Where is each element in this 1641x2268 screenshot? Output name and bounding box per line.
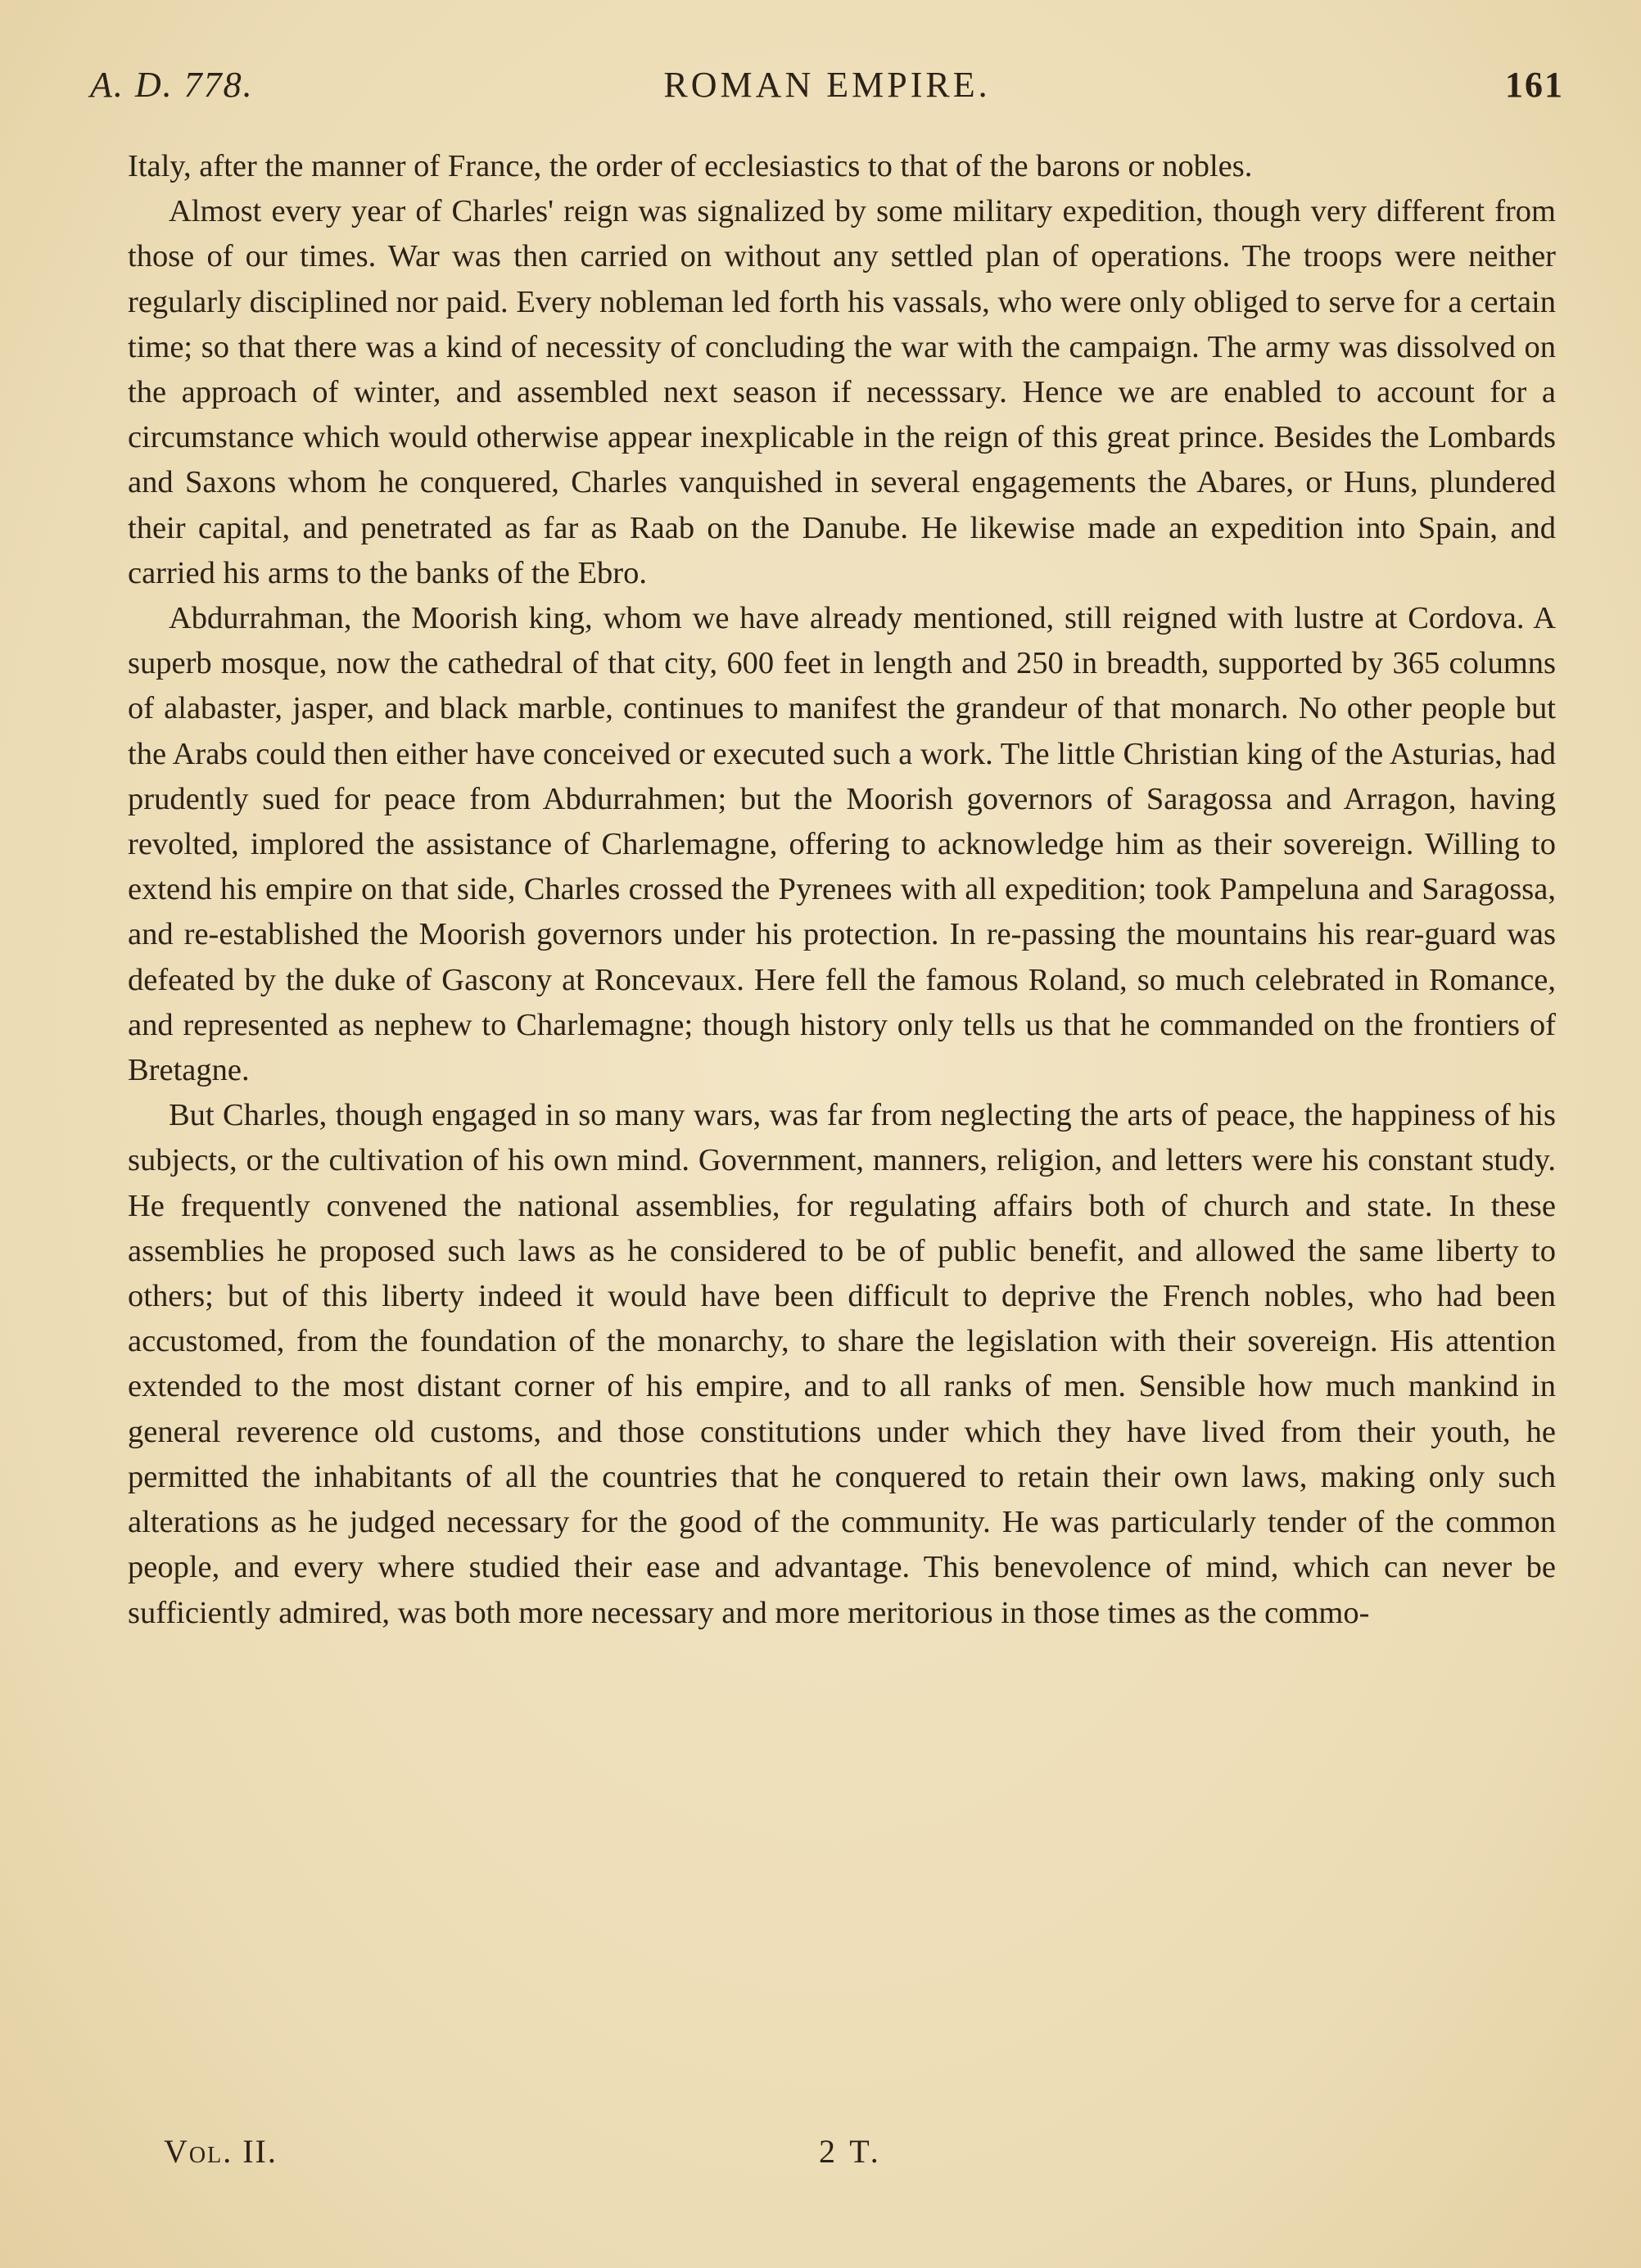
page-number: 161	[1505, 65, 1564, 105]
running-header	[90, 64, 1564, 113]
volume-label: Vol. II.	[164, 2133, 278, 2170]
header-title: ROMAN EMPIRE.	[663, 65, 991, 105]
body-text	[128, 144, 1556, 1636]
header-year: A. D. 778.	[90, 65, 254, 105]
paragraph-abdurrahman: Abdurrahman, the Moorish king, whom we have already mentioned, still reigned with lustre at Cordova. A superb mosque, now the cathedral of that city, 600 feet in length and 250 in breadth, supported by 365 columns of alabaster, jasper, and black marble, continues to manifest the grandeur of that monarch. No other people but the Arabs could then either have conceived or executed such a work. The little Christian king of the Asturias, had prudently sued for peace from Abdurrahmen; but the Moorish governors of Saragossa and Arragon, having revolted, implored the assistance of Charlemagne, offering to acknowledge him as their sovereign. Willing to extend his empire on that side, Charles crossed the Pyrenees with all expedition; took Pampeluna and Saragossa, and re-established the Moorish governors under his protection. In re-passing the mountains his rear-guard was defeated by the duke of Gascony at Roncevaux. Here fell the famous Roland, so much celebrated in Romance, and represented as nephew to Charlemagne; though history only tells us that he commanded on the frontiers of Bretagne.	[128, 601, 1556, 1088]
signature-mark: 2 T.	[819, 2133, 882, 2170]
paragraph-military-expeditions: Almost every year of Charles' reign was signalized by some military expedition, though very different from those of our times. War was then carried on without any settled plan of operations. The troops were neither regularly disciplined nor paid. Every nobleman led forth his vassals, who were only obliged to serve for a certain time; so that there was a kind of necessity of concluding the war with the campaign. The army was dissolved on the approach of winter, and assembled next season if necesssary. Hence we are enabled to account for a circumstance which would otherwise appear inexplicable in the reign of this great prince. Besides the Lombards and Saxons whom he conquered, Charles vanquished in several engagements the Abares, or Huns, plundered their capital, and penetrated as far as Raab on the Danube. He likewise made an expedition into Spain, and carried his arms to the banks of the Ebro.	[128, 194, 1556, 590]
paragraph-arts-of-peace: But Charles, though engaged in so many wars, was far from neglecting the arts of peace, the happiness of his subjects, or the cultivation of his own mind. Government, manners, religion, and letters were his constant study. He frequently convened the national assemblies, for regulating affairs both of church and state. In these assemblies he proposed such laws as he considered to be of public benefit, and allowed the same liberty to others; but of this liberty indeed it would have been difficult to deprive the French nobles, who had been accustomed, from the foundation of the monarchy, to share the legislation with their sovereign. His attention extended to the most distant corner of his empire, and to all ranks of men. Sensible how much mankind in general reverence old customs, and those constitutions under which they have lived from their youth, he permitted the inhabitants of all the countries that he conquered to retain their own laws, making only such alterations as he judged necessary for the good of the community. He was particularly tender of the common people, and every where studied their ease and advantage. This benevolence of mind, which can never be sufficiently admired, was both more necessary and more meritorious in those times as the commo-	[128, 1098, 1556, 1630]
paragraph-continuation: Italy, after the manner of France, the order of ecclesiastics to that of the barons or nobles.	[128, 149, 1253, 183]
page-footer	[164, 2132, 1310, 2181]
